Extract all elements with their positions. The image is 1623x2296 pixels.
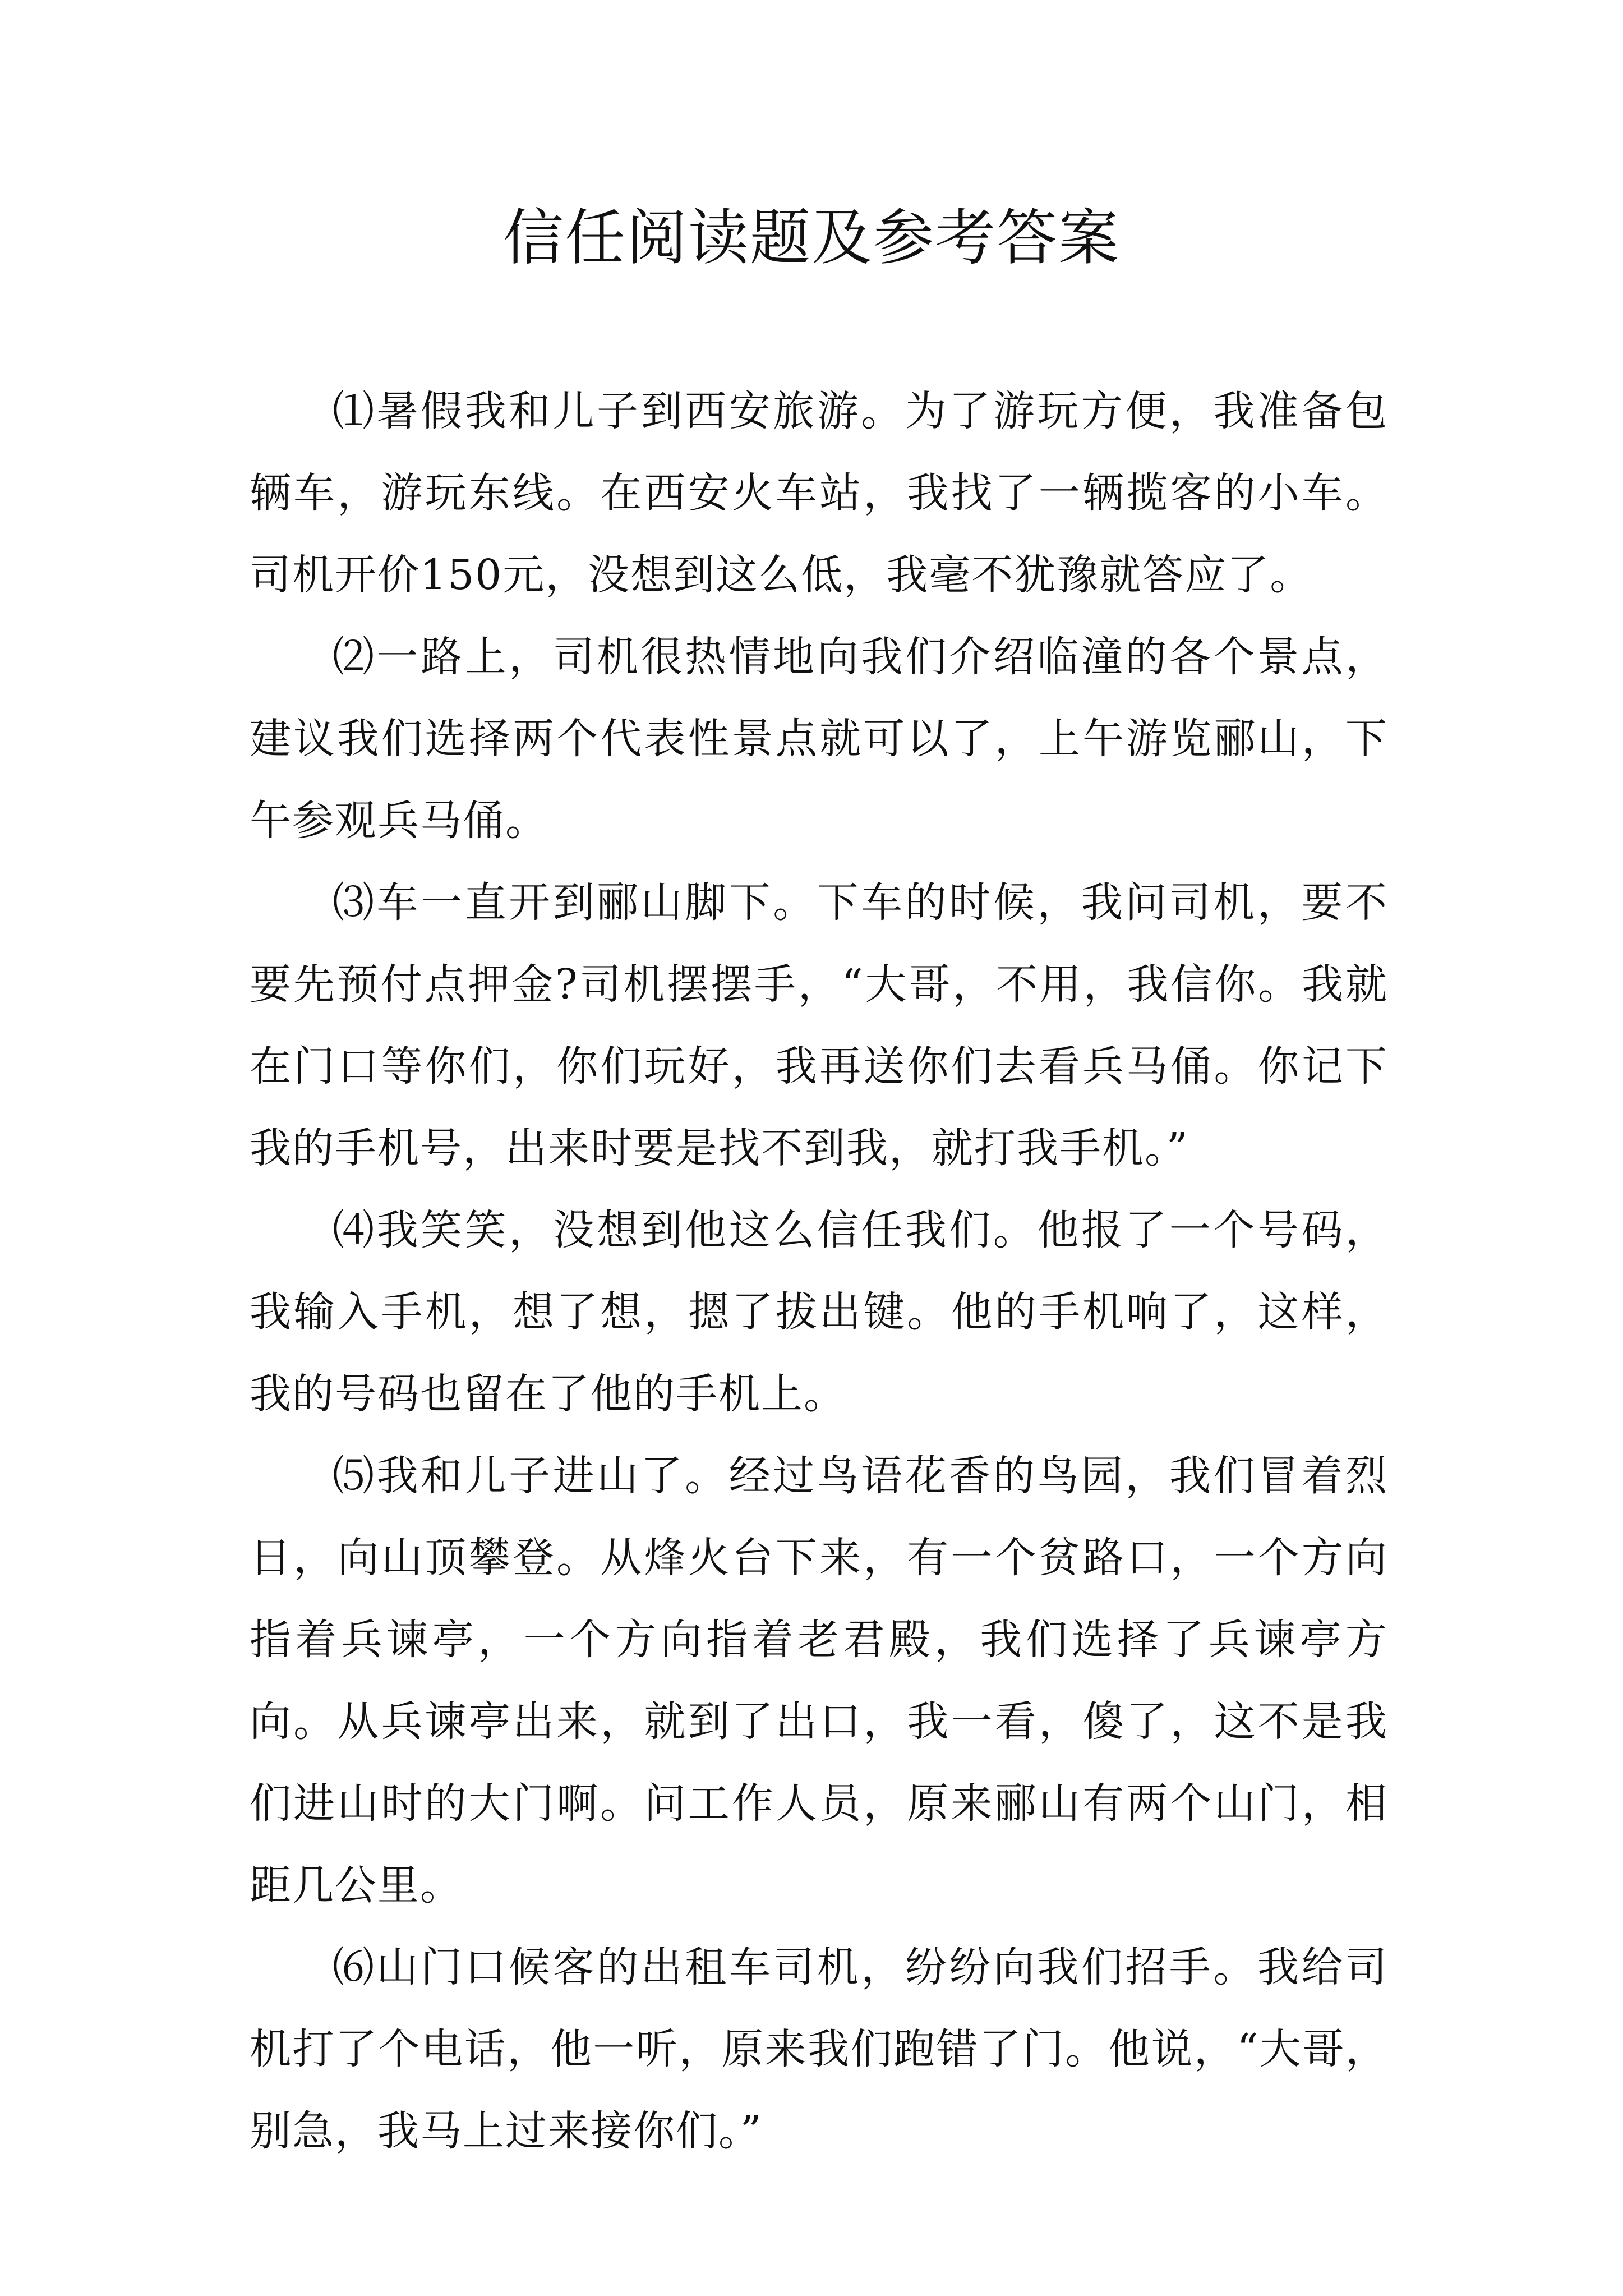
paragraph-4: ⑷我笑笑，没想到他这么信任我们。他报了一个号码，我输入手机，想了想，摁了拔出键。他的手机响了，这样，我的号码也留在了他的手机上。: [250, 1206, 1388, 1418]
document-body: [250, 370, 1388, 2172]
paragraph-2: ⑵一路上，司机很热情地向我们介绍临潼的各个景点，建议我们选择两个代表性景点就可以了，上午游览郦山，下午参观兵马俑。: [250, 633, 1388, 845]
paragraph-5: ⑸我和儿子进山了。经过鸟语花香的鸟园，我们冒着烈日，向山顶攀登。从烽火台下来，有一个贫路口，一个方向指着兵谏亭，一个方向指着老君殿，我们选择了兵谏亭方向。从兵谏亭出来，就到了出口，我一看，傻了，这不是我们进山时的大门啊。问工作人员，原来郦山有两个山门，相距几公里。: [250, 1452, 1388, 1910]
document-title: 信任阅读题及参考答案: [502, 203, 1120, 273]
paragraph-6: ⑹山门口候客的出租车司机，纷纷向我们招手。我给司机打了个电话，他一听，原来我们跑错了门。他说，“大哥，别急，我马上过来接你们。”: [250, 1943, 1388, 2155]
paragraph-3: ⑶车一直开到郦山脚下。下车的时候，我问司机，要不要先预付点押金?司机摆摆手，“大哥，不用，我信你。我就在门口等你们，你们玩好，我再送你们去看兵马俑。你记下我的手机号，出来时要是找不到我，就打我手机。”: [250, 878, 1388, 1172]
paragraph-1: ⑴暑假我和儿子到西安旅游。为了游玩方便，我准备包辆车，游玩东线。在西安火车站，我找了一辆揽客的小车。司机开价150元，没想到这么低，我毫不犹豫就答应了。: [250, 387, 1388, 599]
